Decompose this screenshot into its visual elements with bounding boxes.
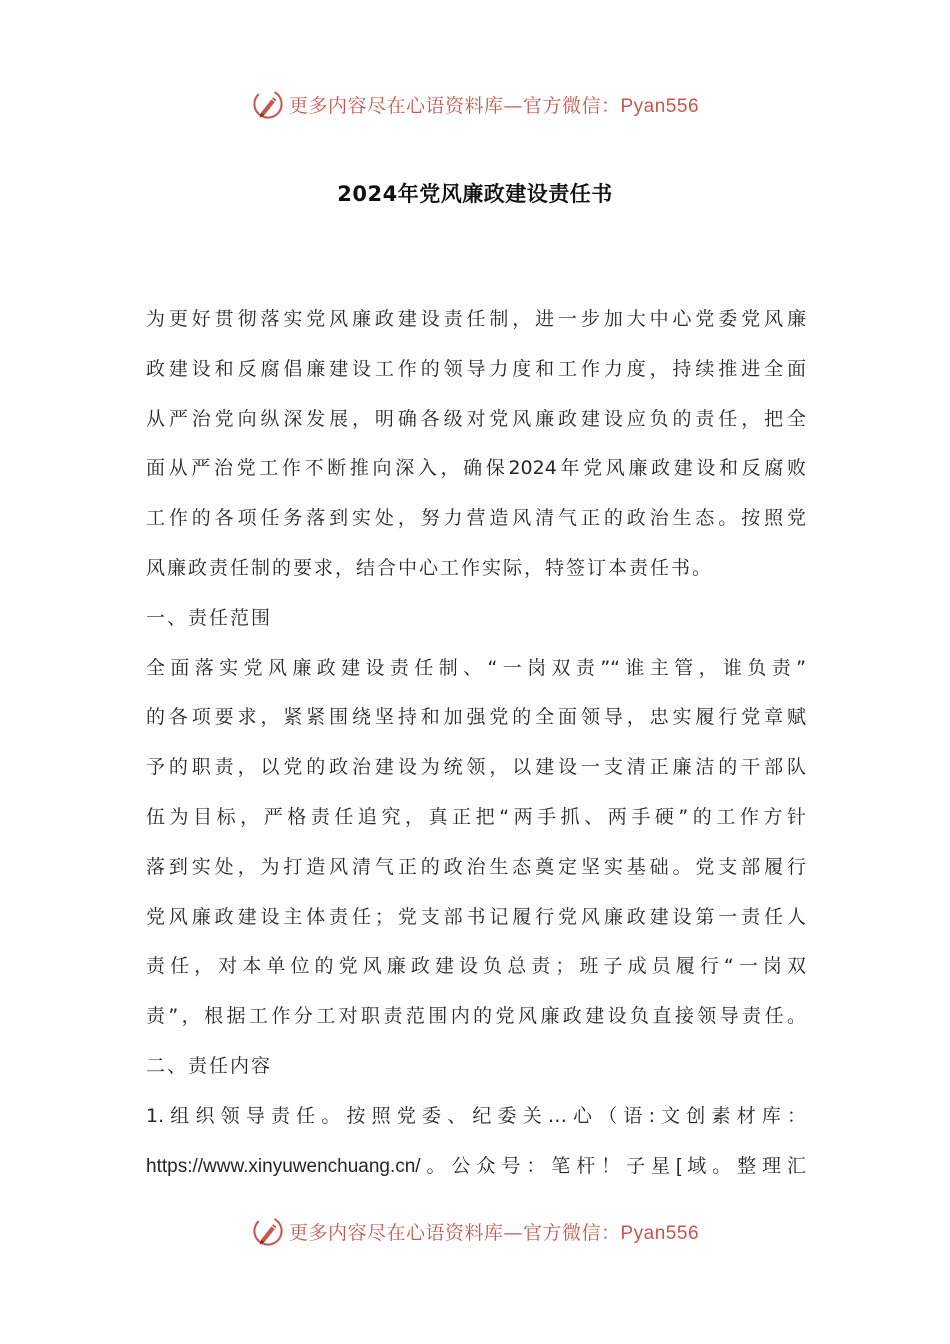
pen-logo-icon (251, 1214, 285, 1248)
body-line: 面从严治党工作不断推向深入，确保2024年党风廉政建设和反腐败 (146, 457, 806, 480)
body-line: 伍为目标，严格责任追究，真正把“两手抓、两手硬”的工作方针 (146, 805, 806, 828)
header-watermark-banner (0, 84, 950, 124)
pen-logo-icon (251, 87, 285, 121)
banner-slogan: 更多内容尽在心语资料库—官方微信： (288, 1221, 621, 1244)
body-line: 全面落实党风廉政建设责任制、“一岗双责”“谁主管，谁负责” (146, 656, 806, 679)
body-line: 工作的各项任务落到实处，努力营造风清气正的政治生态。按照党 (146, 507, 806, 530)
body-line: 风廉政责任制的要求，结合中心工作实际，特签订本责任书。 (146, 556, 714, 579)
body-line: 为更好贯彻落实党风廉政建设责任制，进一步加大中心党委党风廉 (146, 308, 806, 330)
body-line: 1.组织领导责任。按照党委、纪委关…心（语:文创素材库： (146, 1104, 806, 1127)
body-line: 予的职责，以党的政治建设为统领，以建设一支清正廉洁的干部队 (146, 756, 806, 779)
body-line: 责”，根据工作分工对职责范围内的党风廉政建设负直接领导责任。 (146, 1005, 806, 1028)
body-line: 从严治党向纵深发展，明确各级对党风廉政建设应负的责任，把全 (146, 407, 806, 430)
section-heading: 二、责任内容 (146, 1054, 273, 1077)
body-line: 的各项要求，紧紧围绕坚持和加强党的全面领导，忠实履行党章赋 (146, 706, 806, 729)
body-line: 责任，对本单位的党风廉政建设负总责；班子成员履行“一岗双 (146, 955, 806, 978)
document-title: 2024年党风廉政建设责任书 (337, 182, 613, 206)
body-line-url: https://www.xinyuwenchuang.cn/。公众号：笔杆！子星[域。整理汇 (146, 1155, 806, 1177)
body-line: 政建设和反腐倡廉建设工作的领导力度和工作力度，持续推进全面 (146, 357, 806, 380)
section-heading: 一、责任范围 (146, 606, 273, 629)
banner-text (289, 1218, 699, 1245)
banner-slogan: 更多内容尽在心语资料库—官方微信： (288, 94, 621, 117)
body-line: 落到实处，为打造风清气正的政治生态奠定坚实基础。党支部履行 (146, 855, 806, 878)
footer-watermark-banner (0, 1211, 950, 1251)
document-body (146, 295, 806, 1191)
body-line: 党风廉政建设主体责任；党支部书记履行党风廉政建设第一责任人 (146, 905, 806, 928)
banner-text (289, 91, 699, 118)
banner-wechat-id: Pyan556 (620, 1222, 700, 1244)
banner-wechat-id: Pyan556 (620, 95, 700, 117)
